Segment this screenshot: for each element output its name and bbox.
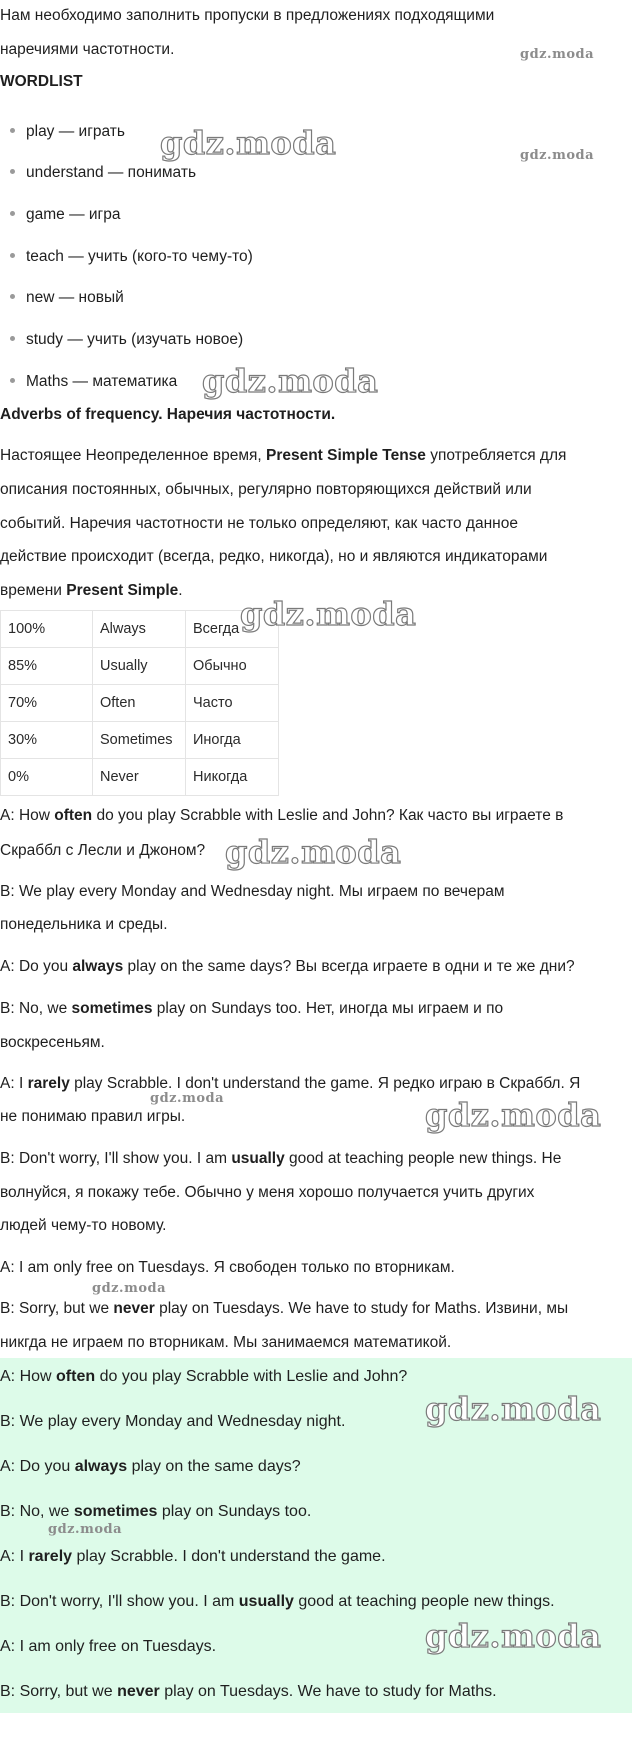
answer-line: B: No, we sometimes play on Sundays too. <box>0 1503 312 1520</box>
bullet-icon <box>10 253 15 258</box>
watermark: gdz.moda <box>425 1390 602 1428</box>
table-cell: Never <box>93 759 186 796</box>
bullet-icon <box>10 294 15 299</box>
watermark: gdz.moda <box>520 148 595 163</box>
watermark: gdz.moda <box>48 1522 123 1537</box>
paragraph-line: событий. Наречия частотности не только определяют, как часто данное <box>0 515 518 532</box>
answer-line: A: Do you always play on the same days? <box>0 1458 301 1475</box>
table-row <box>1 685 279 722</box>
paragraph-line: Настоящее Неопределенное время, Present Simple Tense употребляется для <box>0 447 567 464</box>
paragraph-line: описания постоянных, обычных, регулярно повторяющихся действий или <box>0 481 532 498</box>
dialogue-line: B: Sorry, but we never play on Tuesdays. We have to study for Maths. Извини, мы <box>0 1300 569 1317</box>
table-cell: 70% <box>1 685 93 722</box>
table-row <box>1 611 279 648</box>
dialogue-line: A: How often do you play Scrabble with Leslie and John? Как часто вы играете в <box>0 807 564 824</box>
answer-line: A: I rarely play Scrabble. I don't understand the game. <box>0 1548 386 1565</box>
table-cell: Часто <box>186 685 279 722</box>
list-item <box>10 122 125 142</box>
dialogue-line: никгда не играем по вторникам. Мы занимаемся математикой. <box>0 1334 452 1351</box>
dialogue-line: A: I rarely play Scrabble. I don't understand the game. Я редко играю в Скраббл. Я <box>0 1075 581 1092</box>
list-item <box>10 205 120 225</box>
paragraph-line: действие происходит (всегда, редко, никогда), но и являются индикаторами <box>0 548 548 565</box>
adverbs-title: Adverbs of frequency. Наречия частотности. <box>0 406 336 423</box>
dialogue-line: B: Don't worry, I'll show you. I am usually good at teaching people new things. Не <box>0 1150 562 1167</box>
intro-line-1: Нам необходимо заполнить пропуски в предложениях подходящими <box>0 7 495 24</box>
list-item <box>10 247 253 267</box>
table-cell: 100% <box>1 611 93 648</box>
list-item-text: teach — учить (кого-то чему-то) <box>26 248 253 265</box>
intro-line-2: наречиями частотности. <box>0 41 175 58</box>
answer-line: B: Sorry, but we never play on Tuesdays. We have to study for Maths. <box>0 1683 497 1700</box>
table-cell: Всегда <box>186 611 279 648</box>
table-cell: Usually <box>93 648 186 685</box>
paragraph-line: времени Present Simple. <box>0 582 183 599</box>
table-cell: Sometimes <box>93 722 186 759</box>
dialogue-line: Скраббл с Лесли и Джоном? <box>0 842 206 859</box>
list-item-text: new — новый <box>26 289 124 306</box>
watermark: gdz.moda <box>92 1281 167 1296</box>
bullet-icon <box>10 211 15 216</box>
answer-line: A: I am only free on Tuesdays. <box>0 1638 217 1655</box>
table-cell: Иногда <box>186 722 279 759</box>
watermark: gdz.moda <box>240 595 417 633</box>
watermark: gdz.moda <box>425 1096 602 1134</box>
table-row <box>1 759 279 796</box>
list-item-text: understand — понимать <box>26 164 197 181</box>
dialogue-line: не понимаю правил игры. <box>0 1108 186 1125</box>
dialogue-line: A: Do you always play on the same days? Вы всегда играете в одни и те же дни? <box>0 958 575 975</box>
watermark: gdz.moda <box>202 362 379 400</box>
list-item <box>10 163 196 183</box>
bullet-icon <box>10 378 15 383</box>
dialogue-line: B: We play every Monday and Wednesday night. Мы играем по вечерам <box>0 883 505 900</box>
table-row <box>1 648 279 685</box>
table-cell: Обычно <box>186 648 279 685</box>
table-cell: Always <box>93 611 186 648</box>
dialogue-line: B: No, we sometimes play on Sundays too. Нет, иногда мы играем и по <box>0 1000 504 1017</box>
list-item-text: study — учить (изучать новое) <box>26 331 244 348</box>
table-row <box>1 722 279 759</box>
dialogue-line: людей чему-то новому. <box>0 1217 167 1234</box>
watermark: gdz.moda <box>425 1617 602 1655</box>
answer-line: B: We play every Monday and Wednesday night. <box>0 1413 346 1430</box>
answer-line: A: How often do you play Scrabble with Leslie and John? <box>0 1368 408 1385</box>
list-item-text: Maths — математика <box>26 373 178 390</box>
table-cell: Никогда <box>186 759 279 796</box>
dialogue-line: A: I am only free on Tuesdays. Я свободен только по вторникам. <box>0 1259 455 1276</box>
list-item-text: game — игра <box>26 206 121 223</box>
watermark: gdz.moda <box>150 1091 225 1106</box>
watermark: gdz.moda <box>225 833 402 871</box>
table-cell: Often <box>93 685 186 722</box>
table-cell: 30% <box>1 722 93 759</box>
list-item-text: play — играть <box>26 123 125 140</box>
frequency-table <box>0 610 279 796</box>
watermark: gdz.moda <box>160 124 337 162</box>
answer-line: B: Don't worry, I'll show you. I am usually good at teaching people new things. <box>0 1593 555 1610</box>
table-cell: 0% <box>1 759 93 796</box>
dialogue-line: волнуйся, я покажу тебе. Обычно у меня хорошо получается учить других <box>0 1184 535 1201</box>
wordlist-title: WORDLIST <box>0 73 83 90</box>
bullet-icon <box>10 336 15 341</box>
list-item <box>10 330 243 350</box>
watermark: gdz.moda <box>520 47 595 62</box>
table-cell: 85% <box>1 648 93 685</box>
dialogue-line: воскресеньям. <box>0 1034 105 1051</box>
dialogue-line: понедельника и среды. <box>0 916 168 933</box>
list-item <box>10 288 124 308</box>
list-item <box>10 372 177 392</box>
bullet-icon <box>10 169 15 174</box>
bullet-icon <box>10 128 15 133</box>
